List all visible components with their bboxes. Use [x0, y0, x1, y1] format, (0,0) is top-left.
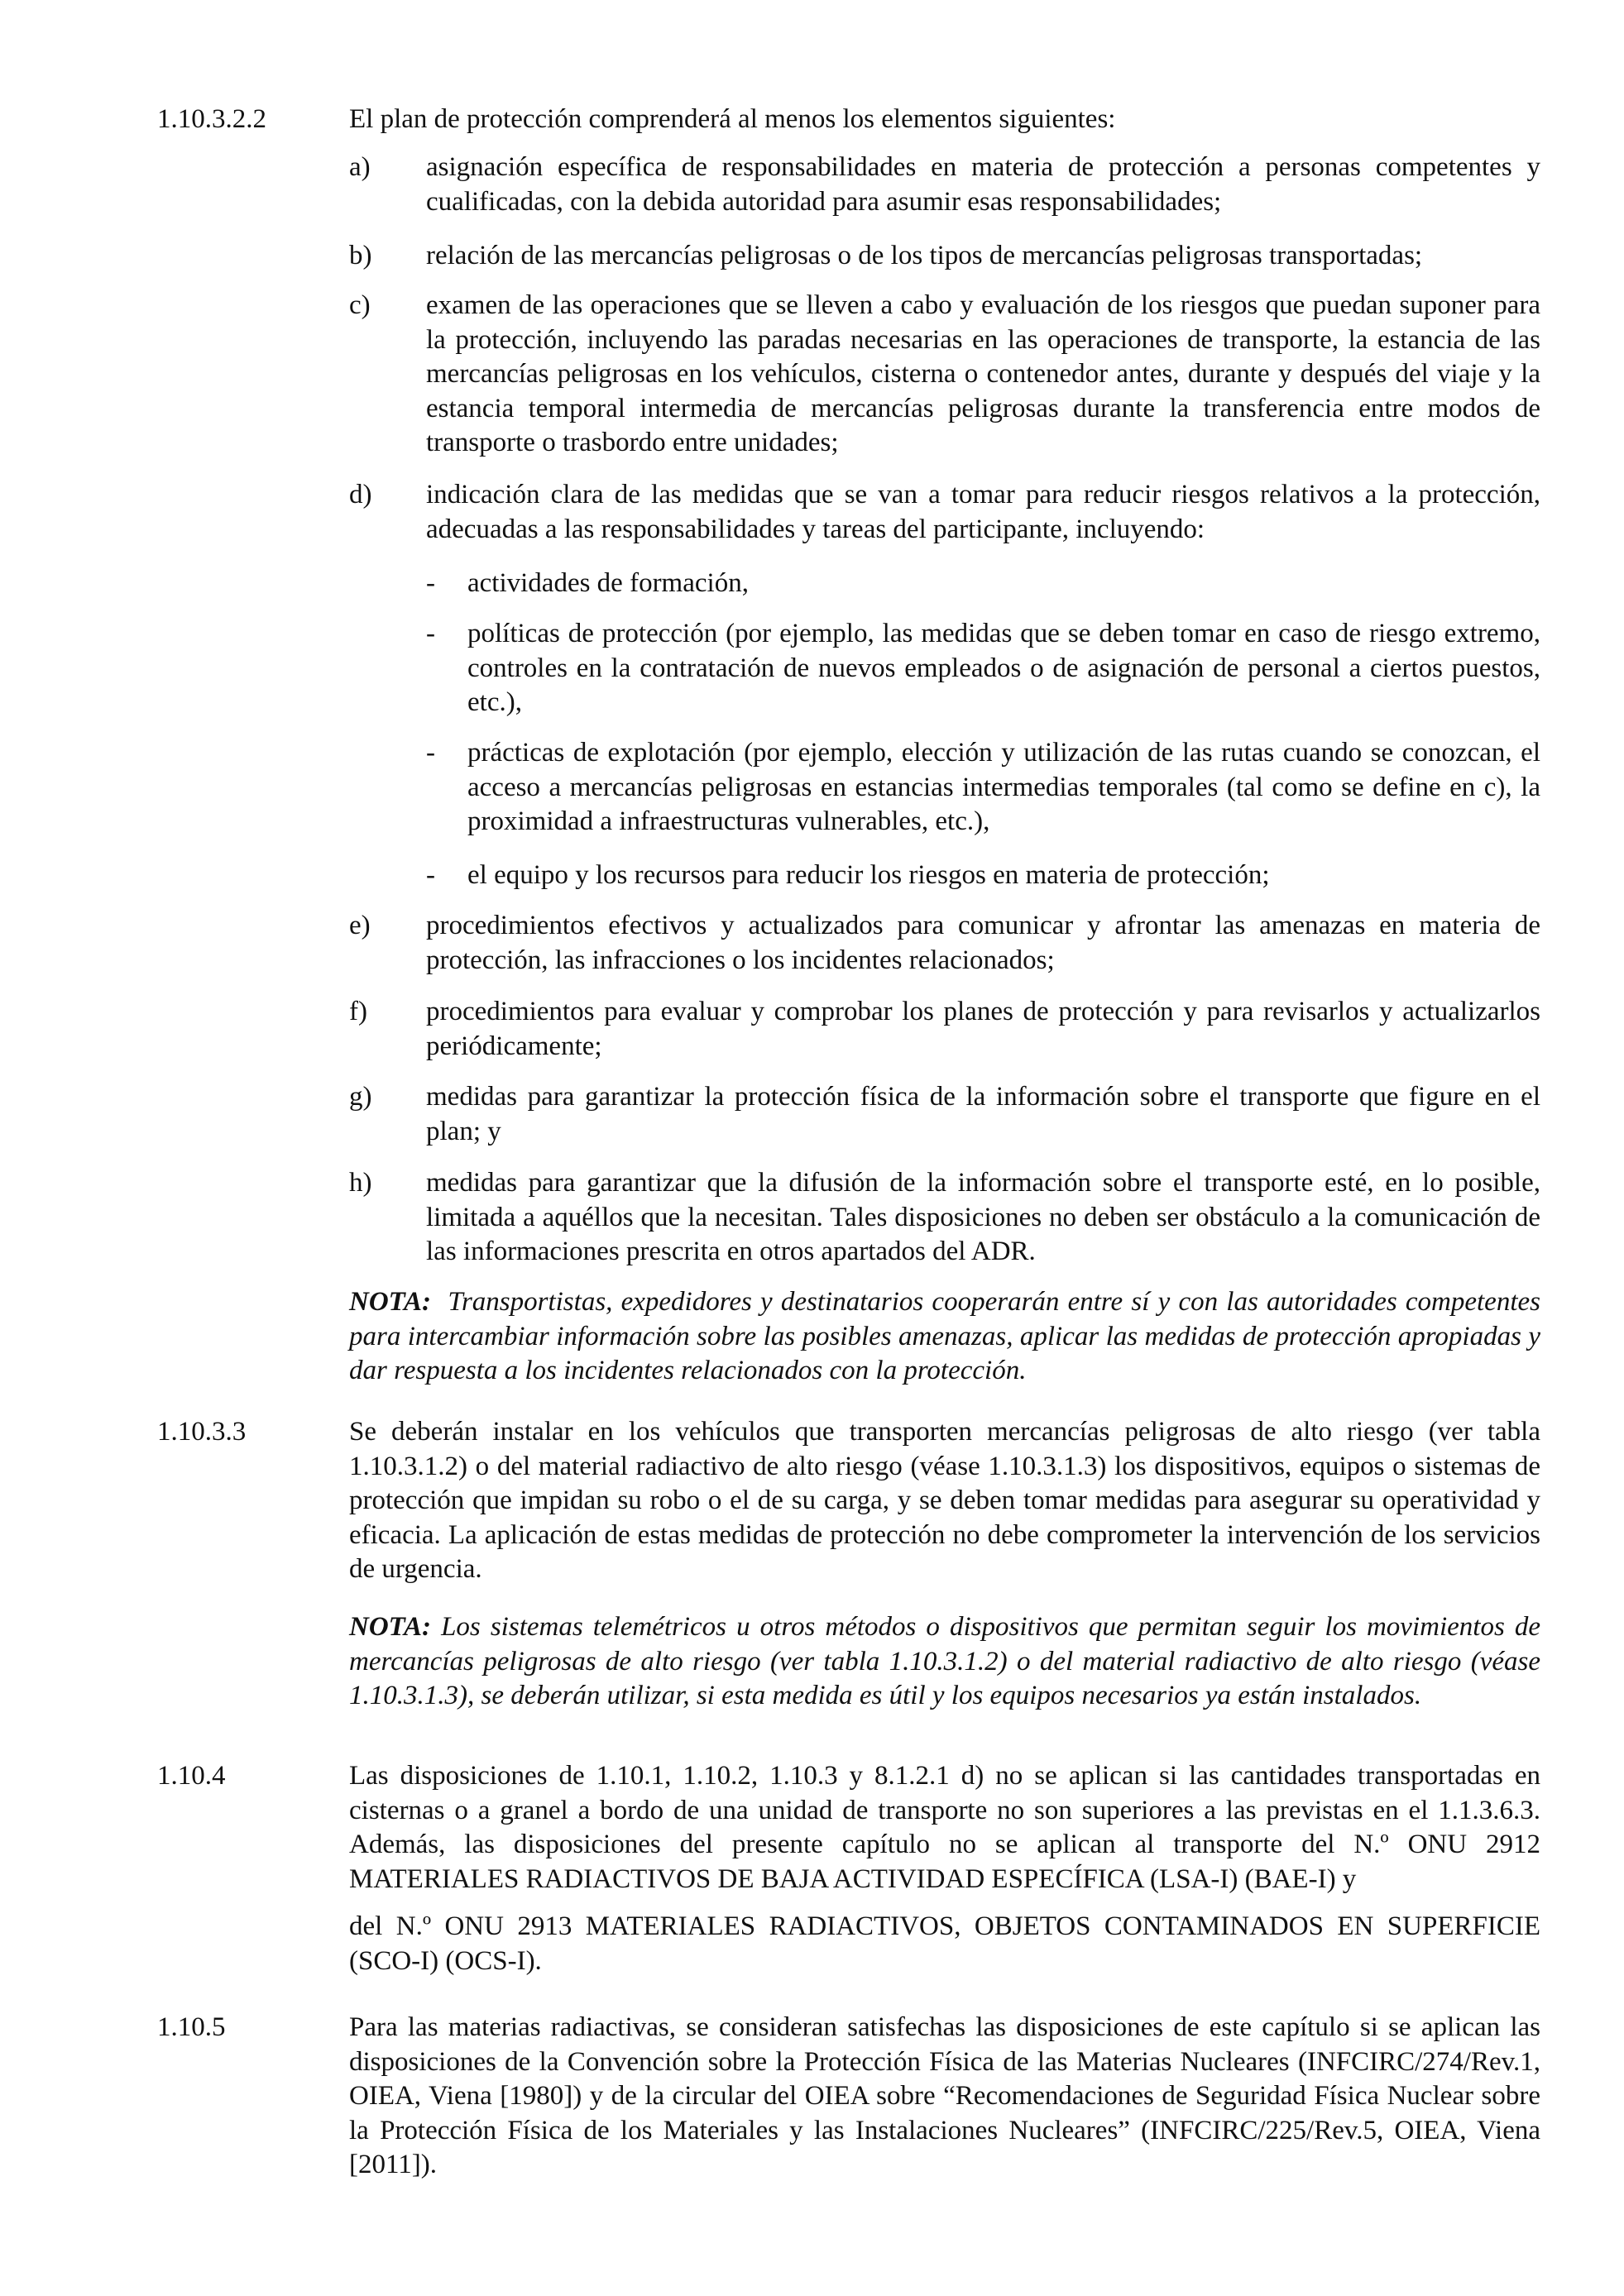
section-text: Las disposiciones de 1.10.1, 1.10.2, 1.10.3 y 8.1.2.1 d) no se aplican si las cantidades transportadas en cisternas o a granel a bordo de una unidad de transporte no son superiores a las previstas en el 1.1.3.6.3. Además, las disposiciones del presente capítulo no se aplican al transporte del N.º ONU 2912 MATERIALES RADIACTIVOS DE BAJA ACTIVIDAD ESPECÍFICA (LSA-I) (BAE-I) y — [349, 1761, 1540, 1894]
note-label: NOTA: — [349, 1287, 431, 1317]
item-text: medidas para garantizar la protección física de la información sobre el transporte que figure en el plan; y — [426, 1082, 1540, 1146]
section-number: 1.10.3.2.2 — [157, 104, 266, 134]
sub-item-text: el equipo y los recursos para reducir los riesgos en materia de protección; — [467, 860, 1270, 890]
item-text: medidas para garantizar que la difusión de la información sobre el transporte esté, en lo posible, limitada a aquéllos que la necesitan. Tales disposiciones no deben ser obstáculo a la comunicación de las informaciones prescrita en otros apartados del ADR. — [426, 1168, 1540, 1267]
note-text: Transportistas, expedidores y destinatarios cooperarán entre sí y con las autoridades competentes para intercambiar información sobre las posibles amenazas, aplicar las medidas de protección apropiadas y dar respuesta a los incidentes relacionados con la protección. — [349, 1287, 1540, 1386]
section-text: Se deberán instalar en los vehículos que transporten mercancías peligrosas de alto riesgo (ver tabla 1.10.3.1.2) o del material radiactivo de alto riesgo (véase 1.10.3.1.3) los dispositivos, equipos o sistemas de protección que impidan su robo o el de su carga, y se deben tomar medidas para asegurar su operatividad y eficacia. La aplicación de estas medidas de protección no debe comprometer la intervención de los servicios de urgencia. — [349, 1417, 1540, 1585]
section-intro: El plan de protección comprenderá al menos los elementos siguientes: — [349, 104, 1116, 134]
sub-item-text: políticas de protección (por ejemplo, las medidas que se deben tomar en caso de riesgo extremo, controles en la contratación de nuevos empleados o de asignación de personal a ciertos puestos, etc.), — [467, 619, 1540, 718]
item-label: f) — [349, 997, 367, 1026]
item-label: b) — [349, 241, 372, 270]
dash-bullet: - — [426, 619, 435, 648]
item-label: c) — [349, 290, 371, 320]
item-label: h) — [349, 1168, 372, 1198]
section-text: Para las materias radiactivas, se consideran satisfechas las disposiciones de este capítulo si se aplican las disposiciones de la Convención sobre la Protección Física de las Materias Nucleares (INFCIRC/274/Rev.1, OIEA, Viena [1980]) y de la circular del OIEA sobre “Recomendaciones de Seguridad Física Nuclear sobre la Protección Física de los Materiales y las Instalaciones Nucleares” (INFCIRC/225/Rev.5, OIEA, Viena [2011]). — [349, 2012, 1540, 2180]
item-text: asignación específica de responsabilidades en materia de protección a personas competentes y cualificadas, con la debida autoridad para asumir esas responsabilidades; — [426, 152, 1540, 217]
item-text: procedimientos efectivos y actualizados para comunicar y afrontar las amenazas en materia de protección, las infracciones o los incidentes relacionados; — [426, 911, 1540, 975]
item-label: e) — [349, 911, 371, 940]
section-number: 1.10.3.3 — [157, 1417, 247, 1447]
dash-bullet: - — [426, 738, 435, 768]
section-number: 1.10.4 — [157, 1761, 226, 1791]
sub-item-text: actividades de formación, — [467, 568, 749, 598]
item-text: examen de las operaciones que se lleven a cabo y evaluación de los riesgos que puedan suponer para la protección, incluyendo las paradas necesarias en las operaciones de transporte, la estancia de las mercancías peligrosas en los vehículos, cisterna o contenedor antes, durante y después del viaje y la estancia temporal intermedia de mercancías peligrosas durante la transferencia entre modos de transporte o trasbordo entre unidades; — [426, 290, 1540, 458]
sub-item-text: prácticas de explotación (por ejemplo, elección y utilización de las rutas cuando se conozcan, el acceso a mercancías peligrosas en estancias intermedias temporales (tal como se define en c), la proximidad a infraestructuras vulnerables, etc.), — [467, 738, 1540, 837]
item-label: d) — [349, 480, 372, 509]
dash-bullet: - — [426, 568, 435, 598]
section-number: 1.10.5 — [157, 2012, 226, 2042]
item-text: relación de las mercancías peligrosas o de los tipos de mercancías peligrosas transportadas; — [426, 241, 1423, 270]
item-label: g) — [349, 1082, 372, 1112]
note — [349, 1285, 1540, 1389]
item-label: a) — [349, 152, 371, 182]
note — [349, 1610, 1540, 1714]
item-text: indicación clara de las medidas que se van a tomar para reducir riesgos relativos a la protección, adecuadas a las responsabilidades y tareas del participante, incluyendo: — [426, 480, 1540, 544]
dash-bullet: - — [426, 860, 435, 890]
note-text: Los sistemas telemétricos u otros métodos o dispositivos que permitan seguir los movimientos de mercancías peligrosas de alto riesgo (ver tabla 1.10.3.1.2) o del material radiactivo de alto riesgo (véase 1.10.3.1.3), se deberán utilizar, si esta medida es útil y los equipos necesarios ya están instalados. — [349, 1612, 1540, 1711]
note-label: NOTA: — [349, 1612, 431, 1642]
section-text-continued: del N.º ONU 2913 MATERIALES RADIACTIVOS, OBJETOS CONTAMINADOS EN SUPERFICIE (SCO-I) (OCS-I). — [349, 1911, 1540, 1976]
item-text: procedimientos para evaluar y comprobar los planes de protección y para revisarlos y actualizarlos periódicamente; — [426, 997, 1540, 1061]
